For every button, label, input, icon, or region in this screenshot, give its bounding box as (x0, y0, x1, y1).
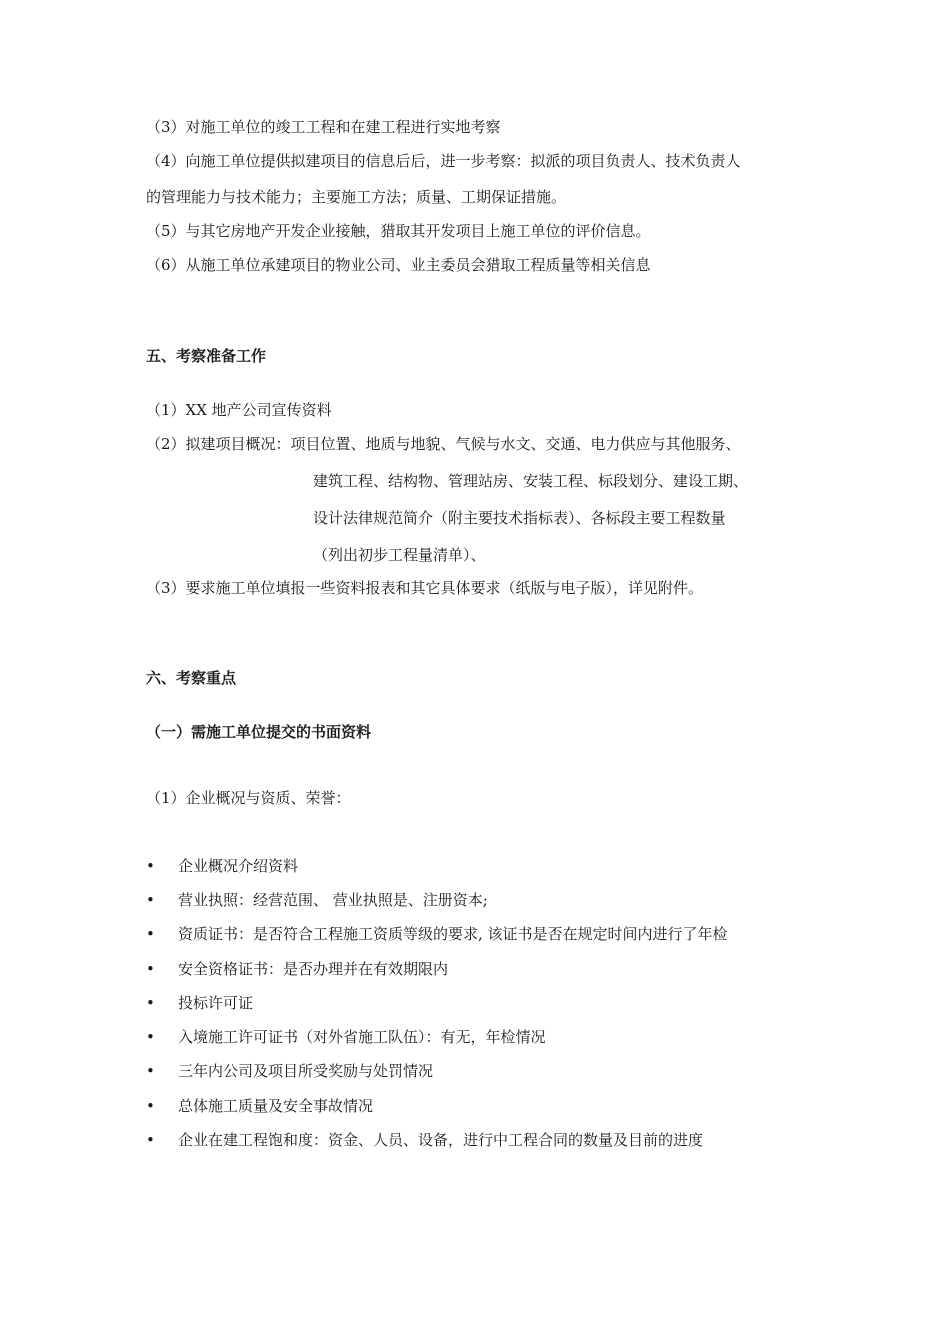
bullet-marker: • (146, 1097, 155, 1115)
list-item: 营业执照：经营范围、 营业执照是、注册资本; (178, 891, 488, 909)
section5-item-2-line-4: （列出初步工程量清单）、 (313, 546, 486, 564)
list-item: 企业概况介绍资料 (178, 857, 299, 875)
bullet-marker: • (146, 891, 155, 909)
section5-item-2-line-3: 设计法律规范简介（附主要技术指标表）、各标段主要工程数量 (313, 509, 726, 527)
section5-item-2: （2）拟建项目概况：项目位置、地质与地貌、气候与水文、交通、电力供应与其他服务、 (146, 435, 741, 453)
section4-item-6: （6）从施工单位承建项目的物业公司、业主委员会猎取工程质量等相关信息 (146, 256, 651, 274)
section5-heading: 五、考察准备工作 (146, 347, 267, 365)
section5-item-3: （3）要求施工单位填报一些资料报表和其它具体要求（纸版与电子版），详见附件。 (146, 579, 704, 597)
list-item: 三年内公司及项目所受奖励与处罚情况 (178, 1062, 434, 1080)
section4-item-3: （3）对施工单位的竣工工程和在建工程进行实地考察 (146, 118, 501, 136)
bullet-marker: • (146, 857, 155, 875)
section6-subheading: （一）需施工单位提交的书面资料 (146, 723, 372, 741)
section5-item-2-line-2: 建筑工程、结构物、管理站房、安装工程、标段划分、建设工期、 (313, 472, 749, 490)
section6-item-1: （1）企业概况与资质、荣誉： (146, 789, 351, 807)
section4-item-4-cont: 的管理能力与技术能力；主要施工方法；质量、工期保证措施。 (146, 188, 567, 206)
section4-item-4: （4）向施工单位提供拟建项目的信息后后，进一步考察：拟派的项目负责人、技术负责人 (146, 152, 741, 170)
list-item: 资质证书：是否符合工程施工资质等级的要求, 该证书是否在规定时间内进行了年检 (178, 925, 728, 943)
bullet-marker: • (146, 1131, 155, 1149)
bullet-marker: • (146, 925, 155, 943)
section6-heading: 六、考察重点 (146, 669, 237, 687)
section5-item-1: （1）XX 地产公司宣传资料 (146, 401, 332, 419)
bullet-marker: • (146, 1062, 155, 1080)
list-item: 安全资格证书：是否办理并在有效期限内 (178, 960, 449, 978)
list-item: 企业在建工程饱和度：资金、人员、设备，进行中工程合同的数量及目前的进度 (178, 1131, 704, 1149)
bullet-marker: • (146, 960, 155, 978)
list-item: 入境施工许可证书（对外省施工队伍）：有无，年检情况 (178, 1028, 546, 1046)
list-item: 投标许可证 (178, 994, 254, 1012)
bullet-marker: • (146, 1028, 155, 1046)
section4-item-5: （5）与其它房地产开发企业接触，猎取其开发项目上施工单位的评价信息。 (146, 222, 651, 240)
list-item: 总体施工质量及安全事故情况 (178, 1097, 374, 1115)
bullet-marker: • (146, 994, 155, 1012)
